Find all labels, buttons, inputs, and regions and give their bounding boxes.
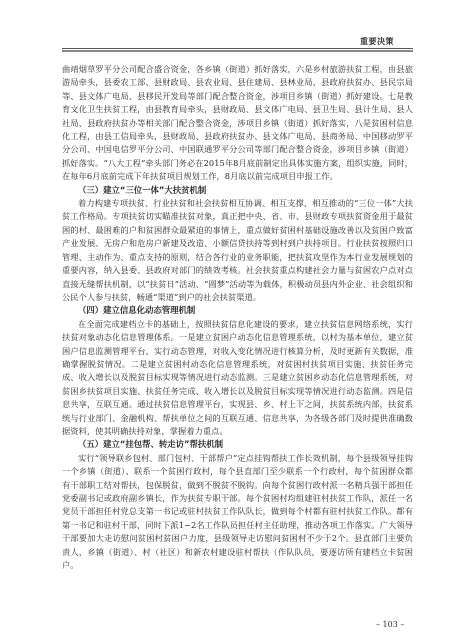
heading-4: （四）建立信息化动态管理机制	[78, 305, 196, 316]
page-number: – 103 –	[376, 620, 405, 629]
header-rule-thick	[62, 50, 413, 52]
document-body	[62, 63, 413, 572]
heading-3: （三）建立“三位一体”大扶贫机制	[78, 184, 207, 195]
header-rule	[62, 48, 413, 49]
paragraph-3: 在全面完成建档立卡的基础上，按照扶贫信息化建设的要求，建立扶贫信息网络系统，实行扶贫对象动态化信息管理体系。一是建立贫困户动态化信息管理系统，以村为基本单位，建立贫困户信息监测管理平台，实行动态管理，对收入变化情况进行核算分析，及时更新有关数据，准确掌握脱贫情况。二是建立贫困村动态化信息管理系统，对贫困村扶贫项目实施、扶贫任务完成、收入增长以及脱贫目标实现等情况进行动态监测。三是建立贫困乡动态化信息管理系统，对贫困乡扶贫项目实施、扶贫任务完成、收入增长以及脱贫目标实现等情况进行动态监测。四是信息共享，互联互通。通过扶贫信息管理平台，实现县、乡、村上下之间，扶贫系统内部，扶贫系统与行业部门、金融机构、帮扶单位之间的互联互通、信息共享，为各级各部门及时提供准确数据资料，使其明确扶持对象，掌握着力重点。	[62, 318, 413, 436]
running-header-section: 重要决策	[360, 37, 394, 46]
paragraph-4: 实行“领导联乡包村、部门包村、干部帮户”定点挂钩帮扶工作长效机制，每个县级领导挂钩一个乡镇（街道）、联系一个贫困行政村，每个县直部门至少联系一个行政村，每个贫困群众都有干部职工结对帮扶，包保脱贫，做到不脱贫不脱钩。向每个贫困行政村派一名精兵强干部担任党委副书记或政府副乡镇长，作为扶贫专职干部。每个贫困村均组建驻村扶贫工作队，派任一名党员干部担任村党总支第一书记或驻村扶贫工作队队长，做到每个村都有驻村扶贫工作队。都有第一书记和驻村干部，同时下派1~2名工作队员担任村主任助理，推动各项工作落实。广大领导干部要加大走访慰问贫困村贫困户力度，县级领导走访慰问贫困村不少于2个。县直部门主要负责人，乡镇（街道）、村（社区）和新农村建设驻村帮扶（作队队员，要逐访所有建档立卡贫困户。	[62, 452, 413, 571]
paragraph-2: 着力构建专项扶贫、行业扶贫和社会扶贫相互协调、相互支撑、相互推动的“三位一体”大扶贫工作格局。专项扶贫切实瞄准扶贫对象，真正把中央、省、市、县财政专项扶贫资金用于最贫困的村、最困难的户和贫困群众最紧迫的事情上，重点做好贫困村基础设施改善以及贫困户致富产业发展、无房户和危房户新建及改造、小额信贷扶持等到村到户扶持项目。行业扶贫按照归口管理、主动作为、重点支持的原则，结合各行业的业务职能，把扶贫攻坚作为本行业发展规划的重要内容，纳入县委、县政府对部门的绩效考核。社会扶贫重点构建社会力量与贫困农户点对点直接无缝帮扶机制，以“扶贫日”活动、“圆梦”活动等为载体，积极动员县内外企业、社会组织和公民个人参与扶贫，畅通“渠道”到户的社会扶贫渠道。	[62, 198, 413, 302]
heading-5: （五）建立“挂包帮、转走访”帮扶机制	[78, 439, 224, 450]
paragraph-1: 曲靖烟草罗平分公司配合盛合资金，各乡镇（街道）抓好落实，六是乡村旅游扶贫工程，由县旅游局牵头，县委农工部、县财政局、县农业局、县住建局、县林业局、县政府扶贫办、县民宗局等、县文体广电局、县移民开发局等部门配合整合资金，涉项目乡镇（街道）抓好建设。七是教育文化卫生扶贫工程，由县教育局牵头，县财政局、县文体广电局、县卫生局、县计生局、县人社局、县政府扶贫办等相关部门配合整合资金，涉项目乡镇（街道）抓好落实，八是贫困村信息化工程，由县工信局牵头，县财政局、县政府扶贫办、县文体广电局、县商务局、中国移动罗平分公司、中国电信罗平分公司、中国联通罗平分公司等部门配合整合资金，涉项目乡镇（街道）抓好落实。“八大工程”牵头部门务必在2015年8月底前制定出具体实施方案，组织实施，同时，在每年6月底前完成下年扶贫项目规划工作，8月底以前完成项目申报工作。	[62, 64, 413, 182]
